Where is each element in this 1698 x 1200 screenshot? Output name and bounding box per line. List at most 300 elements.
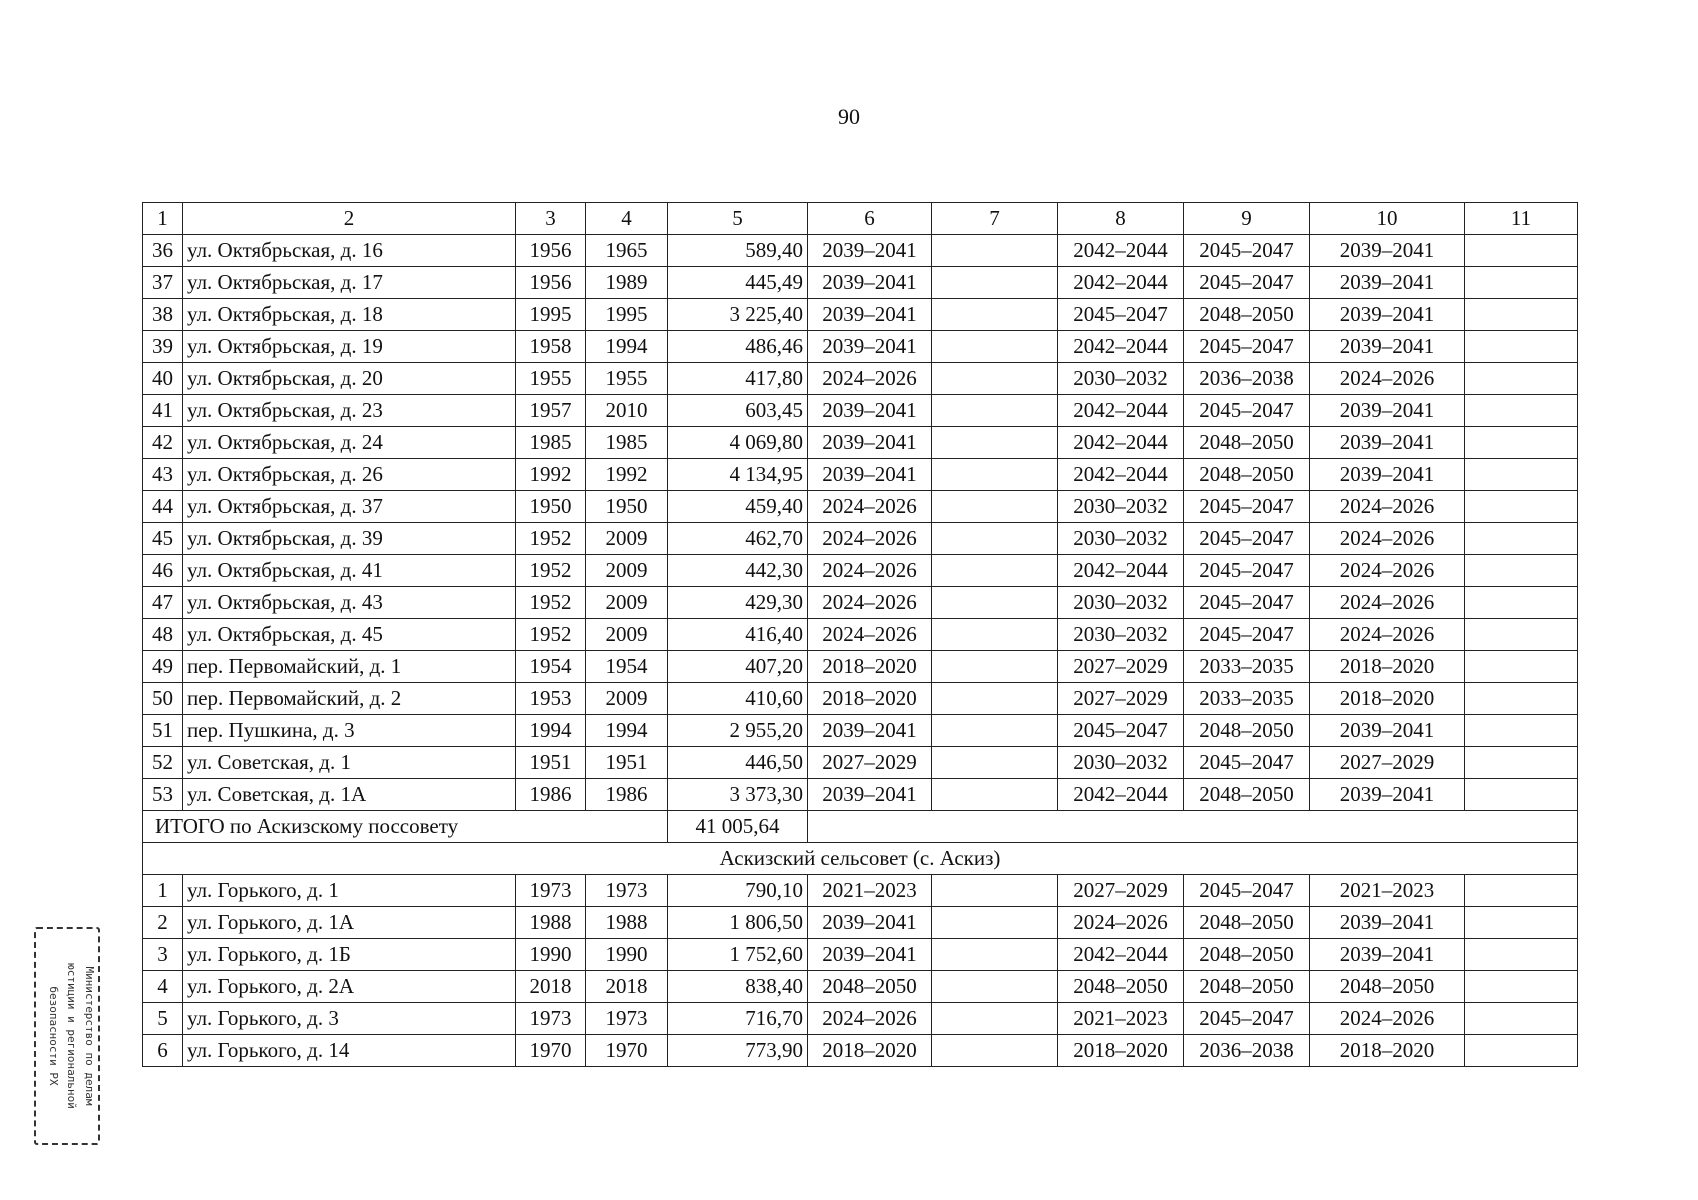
period-6-cell: 2039–2041: [808, 267, 932, 299]
address-cell: ул. Октябрьская, д. 20: [183, 363, 516, 395]
period-10-cell: 2039–2041: [1310, 235, 1465, 267]
period-10-cell: 2039–2041: [1310, 331, 1465, 363]
address-cell: ул. Горького, д. 3: [183, 1003, 516, 1035]
table-row: [143, 555, 1578, 587]
row-number-cell: 39: [143, 331, 183, 363]
col-7-cell: [932, 427, 1058, 459]
period-6-cell: 2039–2041: [808, 459, 932, 491]
period-8-cell: 2027–2029: [1058, 875, 1184, 907]
housing-register-table: [142, 202, 1578, 1067]
year-2-cell: 2009: [586, 523, 668, 555]
address-cell: ул. Октябрьская, д. 24: [183, 427, 516, 459]
col-11-cell: [1465, 363, 1578, 395]
col-11-cell: [1465, 939, 1578, 971]
column-header: 4: [586, 203, 668, 235]
area-cell: 3 225,40: [668, 299, 808, 331]
area-cell: 1 806,50: [668, 907, 808, 939]
table-row: [143, 971, 1578, 1003]
year-built-cell: 1973: [516, 875, 586, 907]
table-row: [143, 299, 1578, 331]
table-row: [143, 939, 1578, 971]
address-cell: ул. Октябрьская, д. 37: [183, 491, 516, 523]
period-10-cell: 2039–2041: [1310, 939, 1465, 971]
table-row: [143, 651, 1578, 683]
period-8-cell: 2030–2032: [1058, 523, 1184, 555]
period-10-cell: 2024–2026: [1310, 491, 1465, 523]
col-11-cell: [1465, 619, 1578, 651]
period-8-cell: 2042–2044: [1058, 779, 1184, 811]
period-6-cell: 2048–2050: [808, 971, 932, 1003]
total-label: ИТОГО по Аскизскому поссовету: [143, 811, 668, 843]
address-cell: ул. Октябрьская, д. 39: [183, 523, 516, 555]
address-cell: ул. Октябрьская, д. 43: [183, 587, 516, 619]
row-number-cell: 40: [143, 363, 183, 395]
area-cell: 773,90: [668, 1035, 808, 1067]
column-header: 5: [668, 203, 808, 235]
area-cell: 4 134,95: [668, 459, 808, 491]
col-7-cell: [932, 683, 1058, 715]
col-7-cell: [932, 1035, 1058, 1067]
year-built-cell: 1992: [516, 459, 586, 491]
col-7-cell: [932, 491, 1058, 523]
address-cell: ул. Горького, д. 1Б: [183, 939, 516, 971]
period-9-cell: 2048–2050: [1184, 715, 1310, 747]
col-11-cell: [1465, 555, 1578, 587]
period-8-cell: 2045–2047: [1058, 715, 1184, 747]
period-10-cell: 2024–2026: [1310, 587, 1465, 619]
table-row: [143, 523, 1578, 555]
row-number-cell: 5: [143, 1003, 183, 1035]
column-header: 3: [516, 203, 586, 235]
area-cell: 589,40: [668, 235, 808, 267]
period-8-cell: 2030–2032: [1058, 587, 1184, 619]
year-built-cell: 1994: [516, 715, 586, 747]
col-7-cell: [932, 235, 1058, 267]
period-6-cell: 2018–2020: [808, 683, 932, 715]
year-2-cell: 1973: [586, 875, 668, 907]
period-10-cell: 2039–2041: [1310, 299, 1465, 331]
col-11-cell: [1465, 907, 1578, 939]
address-cell: ул. Октябрьская, д. 45: [183, 619, 516, 651]
period-6-cell: 2024–2026: [808, 1003, 932, 1035]
address-cell: ул. Октябрьская, д. 18: [183, 299, 516, 331]
year-built-cell: 1950: [516, 491, 586, 523]
row-number-cell: 1: [143, 875, 183, 907]
year-built-cell: 1953: [516, 683, 586, 715]
row-number-cell: 4: [143, 971, 183, 1003]
year-built-cell: 1952: [516, 587, 586, 619]
period-9-cell: 2048–2050: [1184, 907, 1310, 939]
period-6-cell: 2018–2020: [808, 651, 932, 683]
period-10-cell: 2039–2041: [1310, 427, 1465, 459]
period-9-cell: 2045–2047: [1184, 587, 1310, 619]
period-8-cell: 2030–2032: [1058, 747, 1184, 779]
address-cell: ул. Горького, д. 1: [183, 875, 516, 907]
year-built-cell: 1952: [516, 619, 586, 651]
address-cell: ул. Горького, д. 14: [183, 1035, 516, 1067]
col-7-cell: [932, 555, 1058, 587]
year-2-cell: 1989: [586, 267, 668, 299]
period-8-cell: 2042–2044: [1058, 395, 1184, 427]
row-number-cell: 48: [143, 619, 183, 651]
address-cell: пер. Пушкина, д. 3: [183, 715, 516, 747]
year-2-cell: 1951: [586, 747, 668, 779]
row-number-cell: 52: [143, 747, 183, 779]
period-10-cell: 2048–2050: [1310, 971, 1465, 1003]
row-number-cell: 37: [143, 267, 183, 299]
period-10-cell: 2024–2026: [1310, 1003, 1465, 1035]
col-11-cell: [1465, 651, 1578, 683]
area-cell: 1 752,60: [668, 939, 808, 971]
column-header: 6: [808, 203, 932, 235]
col-11-cell: [1465, 267, 1578, 299]
stamp-line: юстиции и региональной: [65, 963, 78, 1109]
table-row: [143, 1003, 1578, 1035]
year-built-cell: 1951: [516, 747, 586, 779]
address-cell: ул. Горького, д. 2А: [183, 971, 516, 1003]
table-row: [143, 779, 1578, 811]
period-8-cell: 2030–2032: [1058, 491, 1184, 523]
col-11-cell: [1465, 395, 1578, 427]
row-number-cell: 44: [143, 491, 183, 523]
area-cell: 445,49: [668, 267, 808, 299]
period-10-cell: 2024–2026: [1310, 523, 1465, 555]
year-2-cell: 1954: [586, 651, 668, 683]
area-cell: 603,45: [668, 395, 808, 427]
year-2-cell: 2009: [586, 587, 668, 619]
row-number-cell: 47: [143, 587, 183, 619]
col-7-cell: [932, 395, 1058, 427]
period-9-cell: 2033–2035: [1184, 683, 1310, 715]
row-number-cell: 46: [143, 555, 183, 587]
year-built-cell: 1990: [516, 939, 586, 971]
year-2-cell: 1985: [586, 427, 668, 459]
period-10-cell: 2024–2026: [1310, 619, 1465, 651]
year-2-cell: 1995: [586, 299, 668, 331]
year-built-cell: 1986: [516, 779, 586, 811]
period-6-cell: 2024–2026: [808, 363, 932, 395]
table-row: [143, 267, 1578, 299]
period-9-cell: 2045–2047: [1184, 331, 1310, 363]
period-6-cell: 2021–2023: [808, 875, 932, 907]
year-2-cell: 2018: [586, 971, 668, 1003]
period-9-cell: 2045–2047: [1184, 523, 1310, 555]
year-2-cell: 1970: [586, 1035, 668, 1067]
page-number: 90: [838, 104, 860, 129]
row-number-cell: 49: [143, 651, 183, 683]
area-cell: 416,40: [668, 619, 808, 651]
year-built-cell: 1988: [516, 907, 586, 939]
area-cell: 417,80: [668, 363, 808, 395]
period-10-cell: 2024–2026: [1310, 363, 1465, 395]
area-cell: 407,20: [668, 651, 808, 683]
col-7-cell: [932, 299, 1058, 331]
table-row: [143, 875, 1578, 907]
period-6-cell: 2039–2041: [808, 235, 932, 267]
period-8-cell: 2027–2029: [1058, 683, 1184, 715]
period-8-cell: 2042–2044: [1058, 235, 1184, 267]
area-cell: 716,70: [668, 1003, 808, 1035]
period-8-cell: 2048–2050: [1058, 971, 1184, 1003]
period-10-cell: 2039–2041: [1310, 395, 1465, 427]
col-7-cell: [932, 779, 1058, 811]
section-row: [143, 843, 1578, 875]
area-cell: 462,70: [668, 523, 808, 555]
period-9-cell: 2045–2047: [1184, 747, 1310, 779]
col-11-cell: [1465, 875, 1578, 907]
col-7-cell: [932, 907, 1058, 939]
year-built-cell: 1973: [516, 1003, 586, 1035]
total-empty: [808, 811, 1578, 843]
period-6-cell: 2039–2041: [808, 427, 932, 459]
header-row: [143, 203, 1578, 235]
period-6-cell: 2024–2026: [808, 619, 932, 651]
column-header: 10: [1310, 203, 1465, 235]
table-row: [143, 1035, 1578, 1067]
year-built-cell: 1956: [516, 235, 586, 267]
period-8-cell: 2042–2044: [1058, 459, 1184, 491]
col-7-cell: [932, 747, 1058, 779]
row-number-cell: 38: [143, 299, 183, 331]
period-8-cell: 2042–2044: [1058, 267, 1184, 299]
period-10-cell: 2018–2020: [1310, 1035, 1465, 1067]
period-6-cell: 2024–2026: [808, 491, 932, 523]
year-built-cell: 1957: [516, 395, 586, 427]
col-7-cell: [932, 715, 1058, 747]
year-2-cell: 2010: [586, 395, 668, 427]
period-9-cell: 2045–2047: [1184, 395, 1310, 427]
period-10-cell: 2039–2041: [1310, 779, 1465, 811]
year-2-cell: 1990: [586, 939, 668, 971]
section-title: Аскизский сельсовет (с. Аскиз): [143, 843, 1578, 875]
col-7-cell: [932, 1003, 1058, 1035]
year-2-cell: 1988: [586, 907, 668, 939]
period-8-cell: 2042–2044: [1058, 939, 1184, 971]
area-cell: 790,10: [668, 875, 808, 907]
column-header: 9: [1184, 203, 1310, 235]
period-8-cell: 2042–2044: [1058, 331, 1184, 363]
year-built-cell: 1955: [516, 363, 586, 395]
period-9-cell: 2048–2050: [1184, 779, 1310, 811]
table-row: [143, 459, 1578, 491]
row-number-cell: 2: [143, 907, 183, 939]
period-10-cell: 2021–2023: [1310, 875, 1465, 907]
col-11-cell: [1465, 299, 1578, 331]
table-row: [143, 395, 1578, 427]
year-built-cell: 1956: [516, 267, 586, 299]
period-8-cell: 2027–2029: [1058, 651, 1184, 683]
col-11-cell: [1465, 715, 1578, 747]
table-row: [143, 491, 1578, 523]
row-number-cell: 6: [143, 1035, 183, 1067]
address-cell: ул. Октябрьская, д. 41: [183, 555, 516, 587]
address-cell: ул. Советская, д. 1А: [183, 779, 516, 811]
year-built-cell: 1970: [516, 1035, 586, 1067]
area-cell: 486,46: [668, 331, 808, 363]
row-number-cell: 41: [143, 395, 183, 427]
col-11-cell: [1465, 331, 1578, 363]
period-10-cell: 2039–2041: [1310, 459, 1465, 491]
area-cell: 442,30: [668, 555, 808, 587]
table-row: [143, 363, 1578, 395]
year-2-cell: 2009: [586, 555, 668, 587]
table-row: [143, 907, 1578, 939]
col-7-cell: [932, 523, 1058, 555]
period-6-cell: 2039–2041: [808, 715, 932, 747]
table-row: [143, 747, 1578, 779]
period-8-cell: 2042–2044: [1058, 427, 1184, 459]
period-9-cell: 2048–2050: [1184, 459, 1310, 491]
period-10-cell: 2039–2041: [1310, 715, 1465, 747]
col-11-cell: [1465, 971, 1578, 1003]
row-number-cell: 36: [143, 235, 183, 267]
period-9-cell: 2048–2050: [1184, 971, 1310, 1003]
row-number-cell: 42: [143, 427, 183, 459]
year-built-cell: 1952: [516, 523, 586, 555]
table-row: [143, 587, 1578, 619]
column-header: 2: [183, 203, 516, 235]
period-8-cell: 2042–2044: [1058, 555, 1184, 587]
col-11-cell: [1465, 427, 1578, 459]
area-cell: 429,30: [668, 587, 808, 619]
period-10-cell: 2018–2020: [1310, 651, 1465, 683]
period-9-cell: 2036–2038: [1184, 1035, 1310, 1067]
area-cell: 4 069,80: [668, 427, 808, 459]
period-6-cell: 2039–2041: [808, 299, 932, 331]
address-cell: пер. Первомайский, д. 1: [183, 651, 516, 683]
address-cell: ул. Октябрьская, д. 26: [183, 459, 516, 491]
registration-stamp: [34, 927, 100, 1145]
period-6-cell: 2024–2026: [808, 523, 932, 555]
period-8-cell: 2045–2047: [1058, 299, 1184, 331]
period-9-cell: 2045–2047: [1184, 491, 1310, 523]
period-9-cell: 2033–2035: [1184, 651, 1310, 683]
area-cell: 446,50: [668, 747, 808, 779]
address-cell: ул. Горького, д. 1А: [183, 907, 516, 939]
year-2-cell: 1994: [586, 331, 668, 363]
period-9-cell: 2048–2050: [1184, 299, 1310, 331]
period-8-cell: 2024–2026: [1058, 907, 1184, 939]
year-2-cell: 1986: [586, 779, 668, 811]
col-11-cell: [1465, 459, 1578, 491]
total-value: 41 005,64: [668, 811, 808, 843]
table-row: [143, 715, 1578, 747]
period-8-cell: 2030–2032: [1058, 619, 1184, 651]
col-7-cell: [932, 363, 1058, 395]
period-6-cell: 2027–2029: [808, 747, 932, 779]
period-9-cell: 2036–2038: [1184, 363, 1310, 395]
address-cell: ул. Октябрьская, д. 19: [183, 331, 516, 363]
stamp-line: Министерство по делам: [83, 966, 96, 1106]
area-cell: 2 955,20: [668, 715, 808, 747]
period-6-cell: 2024–2026: [808, 555, 932, 587]
year-2-cell: 1955: [586, 363, 668, 395]
column-header: 7: [932, 203, 1058, 235]
col-11-cell: [1465, 683, 1578, 715]
period-10-cell: 2027–2029: [1310, 747, 1465, 779]
col-7-cell: [932, 971, 1058, 1003]
col-7-cell: [932, 587, 1058, 619]
row-number-cell: 51: [143, 715, 183, 747]
year-built-cell: 1952: [516, 555, 586, 587]
year-built-cell: 1954: [516, 651, 586, 683]
col-11-cell: [1465, 587, 1578, 619]
period-10-cell: 2024–2026: [1310, 555, 1465, 587]
period-10-cell: 2018–2020: [1310, 683, 1465, 715]
col-11-cell: [1465, 523, 1578, 555]
year-2-cell: 1973: [586, 1003, 668, 1035]
column-header: 8: [1058, 203, 1184, 235]
area-cell: 838,40: [668, 971, 808, 1003]
column-header: 1: [143, 203, 183, 235]
period-6-cell: 2018–2020: [808, 1035, 932, 1067]
col-11-cell: [1465, 491, 1578, 523]
row-number-cell: 50: [143, 683, 183, 715]
period-9-cell: 2045–2047: [1184, 1003, 1310, 1035]
col-7-cell: [932, 459, 1058, 491]
table-row: [143, 427, 1578, 459]
row-number-cell: 53: [143, 779, 183, 811]
address-cell: ул. Октябрьская, д. 17: [183, 267, 516, 299]
year-2-cell: 1965: [586, 235, 668, 267]
period-6-cell: 2024–2026: [808, 587, 932, 619]
column-header: 11: [1465, 203, 1578, 235]
period-8-cell: 2021–2023: [1058, 1003, 1184, 1035]
col-11-cell: [1465, 235, 1578, 267]
period-10-cell: 2039–2041: [1310, 267, 1465, 299]
period-9-cell: 2045–2047: [1184, 267, 1310, 299]
stamp-line: безопасности РХ: [47, 986, 60, 1086]
year-built-cell: 1985: [516, 427, 586, 459]
period-6-cell: 2039–2041: [808, 395, 932, 427]
row-number-cell: 45: [143, 523, 183, 555]
period-10-cell: 2039–2041: [1310, 907, 1465, 939]
period-6-cell: 2039–2041: [808, 779, 932, 811]
year-2-cell: 1950: [586, 491, 668, 523]
period-9-cell: 2048–2050: [1184, 939, 1310, 971]
year-2-cell: 1992: [586, 459, 668, 491]
period-9-cell: 2045–2047: [1184, 235, 1310, 267]
period-9-cell: 2045–2047: [1184, 619, 1310, 651]
area-cell: 459,40: [668, 491, 808, 523]
year-built-cell: 1995: [516, 299, 586, 331]
col-7-cell: [932, 651, 1058, 683]
col-11-cell: [1465, 747, 1578, 779]
year-2-cell: 1994: [586, 715, 668, 747]
address-cell: ул. Советская, д. 1: [183, 747, 516, 779]
row-number-cell: 43: [143, 459, 183, 491]
col-11-cell: [1465, 779, 1578, 811]
col-7-cell: [932, 875, 1058, 907]
year-2-cell: 2009: [586, 619, 668, 651]
area-cell: 410,60: [668, 683, 808, 715]
address-cell: пер. Первомайский, д. 2: [183, 683, 516, 715]
period-9-cell: 2048–2050: [1184, 427, 1310, 459]
table-row: [143, 683, 1578, 715]
period-9-cell: 2045–2047: [1184, 875, 1310, 907]
row-number-cell: 3: [143, 939, 183, 971]
period-6-cell: 2039–2041: [808, 331, 932, 363]
period-8-cell: 2018–2020: [1058, 1035, 1184, 1067]
col-7-cell: [932, 939, 1058, 971]
table-row: [143, 619, 1578, 651]
table-row: [143, 331, 1578, 363]
total-row: [143, 811, 1578, 843]
address-cell: ул. Октябрьская, д. 23: [183, 395, 516, 427]
col-11-cell: [1465, 1003, 1578, 1035]
table-row: [143, 235, 1578, 267]
col-11-cell: [1465, 1035, 1578, 1067]
